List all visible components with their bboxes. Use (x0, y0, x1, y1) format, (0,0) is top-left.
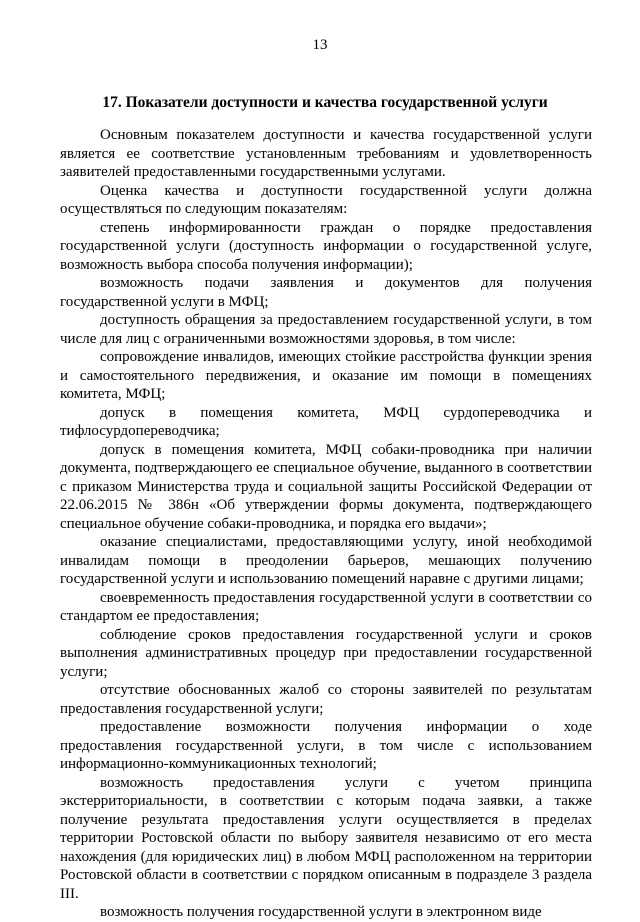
paragraph: своевременность предоставления государственной услуги в соответствии со стандартом ее предоставления; (60, 589, 592, 624)
paragraph: предоставление возможности получения информации о ходе предоставления государственной услуги, в том числе с использованием информационно-коммуникационных технологий; (60, 719, 592, 772)
paragraph: отсутствие обоснованных жалоб со стороны заявителей по результатам предоставления государственной услуги; (60, 682, 592, 717)
paragraph: допуск в помещения комитета, МФЦ собаки-проводника при наличии документа, подтверждающего ее специальное обучение, выданного в соответствии с приказом Министерства труда и социальной защиты Российской Федерации от 22.06.2015 № 386н «Об утверждении формы документа, подтверждающего специальное обучение собаки-проводника, и порядка его выдачи»; (60, 441, 592, 532)
paragraph: сопровождение инвалидов, имеющих стойкие расстройства функции зрения и самостоятельного передвижения, и оказание им помощи в помещениях комитета, МФЦ; (60, 349, 592, 402)
body-text (60, 126, 592, 922)
page-number: 13 (312, 37, 328, 53)
paragraph: возможность предоставления услуги с учетом принципа экстерриториальности, в соответствии с которым подача заявки, а также получение результата предоставления услуги осуществляется в пределах территории Ростовской области по выбору заявителя независимо от его места нахождения (для юридических лиц) в любом МФЦ расположенном на территории Ростовской области в соответствии с порядком описанным в подразделе 3 раздела III. (60, 774, 592, 902)
paragraph: возможность получения государственной услуги в электронном виде (100, 904, 542, 920)
paragraph: степень информированности граждан о порядке предоставления государственной услуги (доступность информации о государственной услуге, возможность выбора способа получения информации); (60, 219, 592, 273)
paragraph: соблюдение сроков предоставления государственной услуги и сроков выполнения административных процедур при предоставлении государственной услуги; (60, 626, 592, 680)
paragraph: Оценка качества и доступности государственной услуги должна осуществляться по следующим показателям: (60, 182, 592, 217)
paragraph: оказание специалистами, предоставляющими услугу, иной необходимой инвалидам помощи в преодолении барьеров, мешающих получению государственной услуги и использованию помещений наравне с другими лицами; (60, 534, 592, 587)
paragraph: доступность обращения за предоставлением государственной услуги, в том числе для лиц с ограниченными возможностями здоровья, в том числе: (60, 312, 592, 347)
section-heading: 17. Показатели доступности и качества государственной услуги (102, 94, 548, 111)
paragraph: возможность подачи заявления и документов для получения государственной услуги в МФЦ; (60, 275, 592, 310)
paragraph: допуск в помещения комитета, МФЦ сурдопереводчика и тифлосурдопереводчика; (60, 404, 592, 439)
paragraph: Основным показателем доступности и качества государственной услуги является ее соответствие установленным требованиям и удовлетворенность заявителей предоставленными государственными услугами. (60, 127, 592, 180)
